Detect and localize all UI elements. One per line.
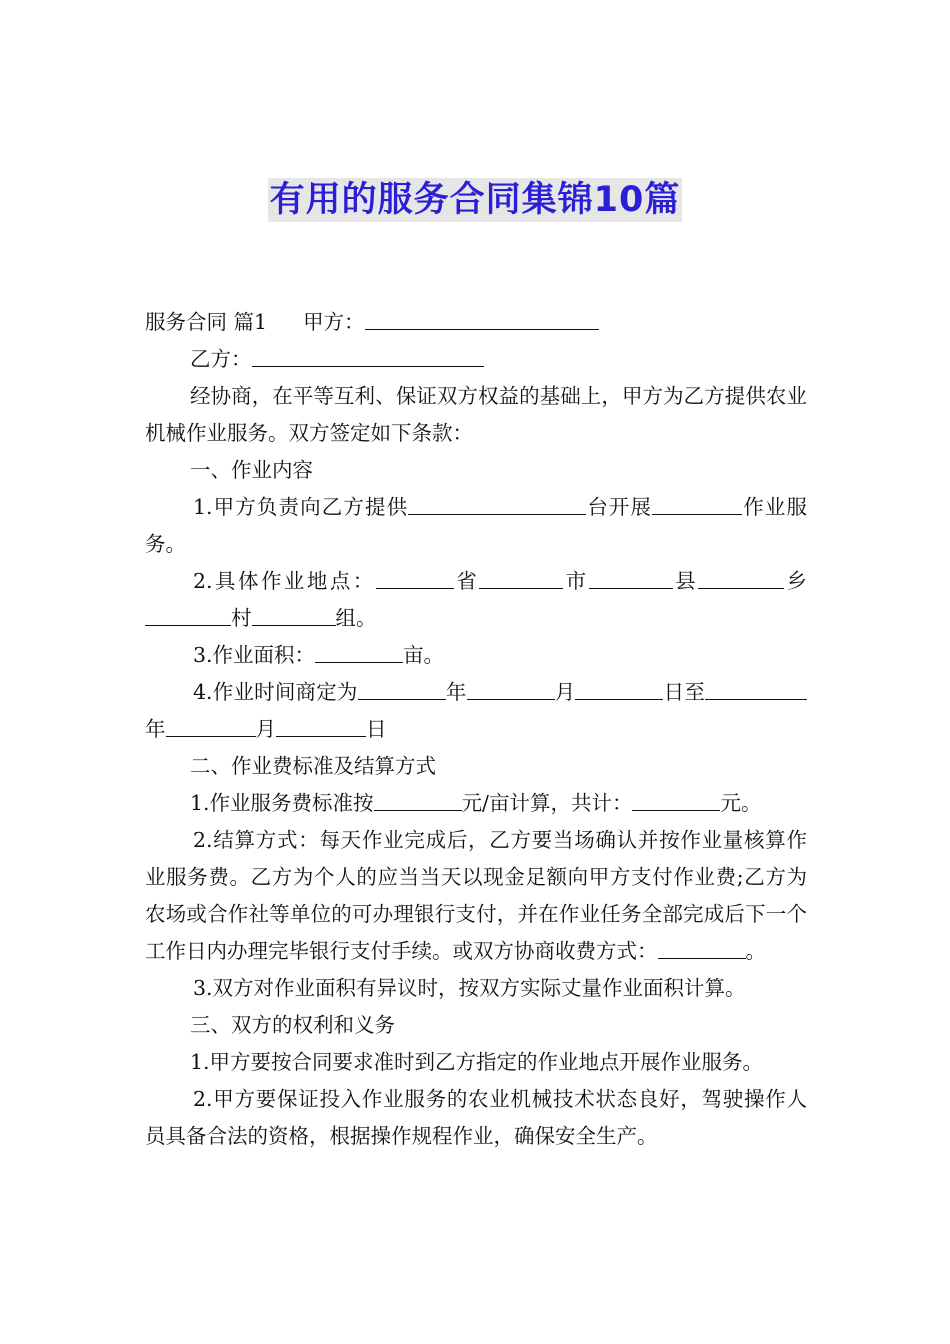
blank-field: [589, 566, 673, 589]
clause-1-2: 2.具体作业地点： 省 市 县 乡村 组。: [145, 563, 807, 637]
blank-field: [166, 714, 256, 737]
blank-field: [315, 640, 403, 663]
document-title: 有用的服务合同集锦10篇: [269, 180, 681, 220]
contract-body: [145, 304, 807, 1155]
clause-2-1: 1.作业服务费标准按 元/亩计算，共计： 元。: [145, 785, 807, 822]
blank-field: [358, 677, 446, 700]
party-b-label: 乙方：: [190, 347, 252, 371]
contract-number: 服务合同 篇1: [145, 310, 268, 334]
section-heading: 三、双方的权利和义务: [190, 1013, 395, 1037]
blank-field: [145, 603, 231, 626]
blank-field: [376, 566, 454, 589]
clause-2-3: 3.双方对作业面积有异议时，按双方实际丈量作业面积计算。: [193, 976, 746, 1000]
blank-field: [408, 492, 586, 515]
blank-field: [797, 677, 807, 700]
clause-1-3: 3.作业面积： 亩。: [145, 637, 807, 674]
party-a-label: 甲方：: [303, 310, 365, 334]
intro-paragraph: 经协商，在平等互利、保证双方权益的基础上，甲方为乙方提供农业机械作业服务。双方签定如下条款：: [145, 384, 807, 445]
blank-field: [705, 677, 797, 700]
blank-field: [575, 677, 663, 700]
party-b-blank: [252, 344, 484, 367]
blank-field: [479, 566, 563, 589]
blank-field: [374, 788, 462, 811]
clause-1-4: 4.作业时间商定为 年 月 日至年 月 日: [145, 674, 807, 748]
clause-3-2: 2.甲方要保证投入作业服务的农业机械技术状态良好，驾驶操作人员具备合法的资格，根据操作规程作业，确保安全生产。: [145, 1087, 807, 1148]
section-heading: 一、作业内容: [190, 458, 313, 482]
blank-field: [467, 677, 555, 700]
clause-3-1: 1.甲方要按合同要求准时到乙方指定的作业地点开展作业服务。: [190, 1050, 764, 1074]
section-heading: 二、作业费标准及结算方式: [190, 754, 436, 778]
blank-field: [632, 788, 720, 811]
clause-2-2: 2.结算方式：每天作业完成后，乙方要当场确认并按作业量核算作业服务费。乙方为个人的应当当天以现金足额向甲方支付作业费;乙方为农场或合作社等单位的可办理银行支付，并在作业任务全部完成后下一个工作日内办理完毕银行支付手续。或双方协商收费方式： 。: [145, 828, 807, 963]
party-a-blank: [365, 307, 599, 330]
party-b-line: [145, 341, 807, 378]
clause-1-1: 1.甲方负责向乙方提供 台开展 作业服务。: [145, 489, 807, 563]
blank-field: [658, 936, 746, 959]
blank-field: [698, 566, 784, 589]
blank-field: [252, 603, 336, 626]
blank-field: [652, 492, 742, 515]
contract-heading-line: [145, 304, 807, 341]
blank-field: [276, 714, 366, 737]
